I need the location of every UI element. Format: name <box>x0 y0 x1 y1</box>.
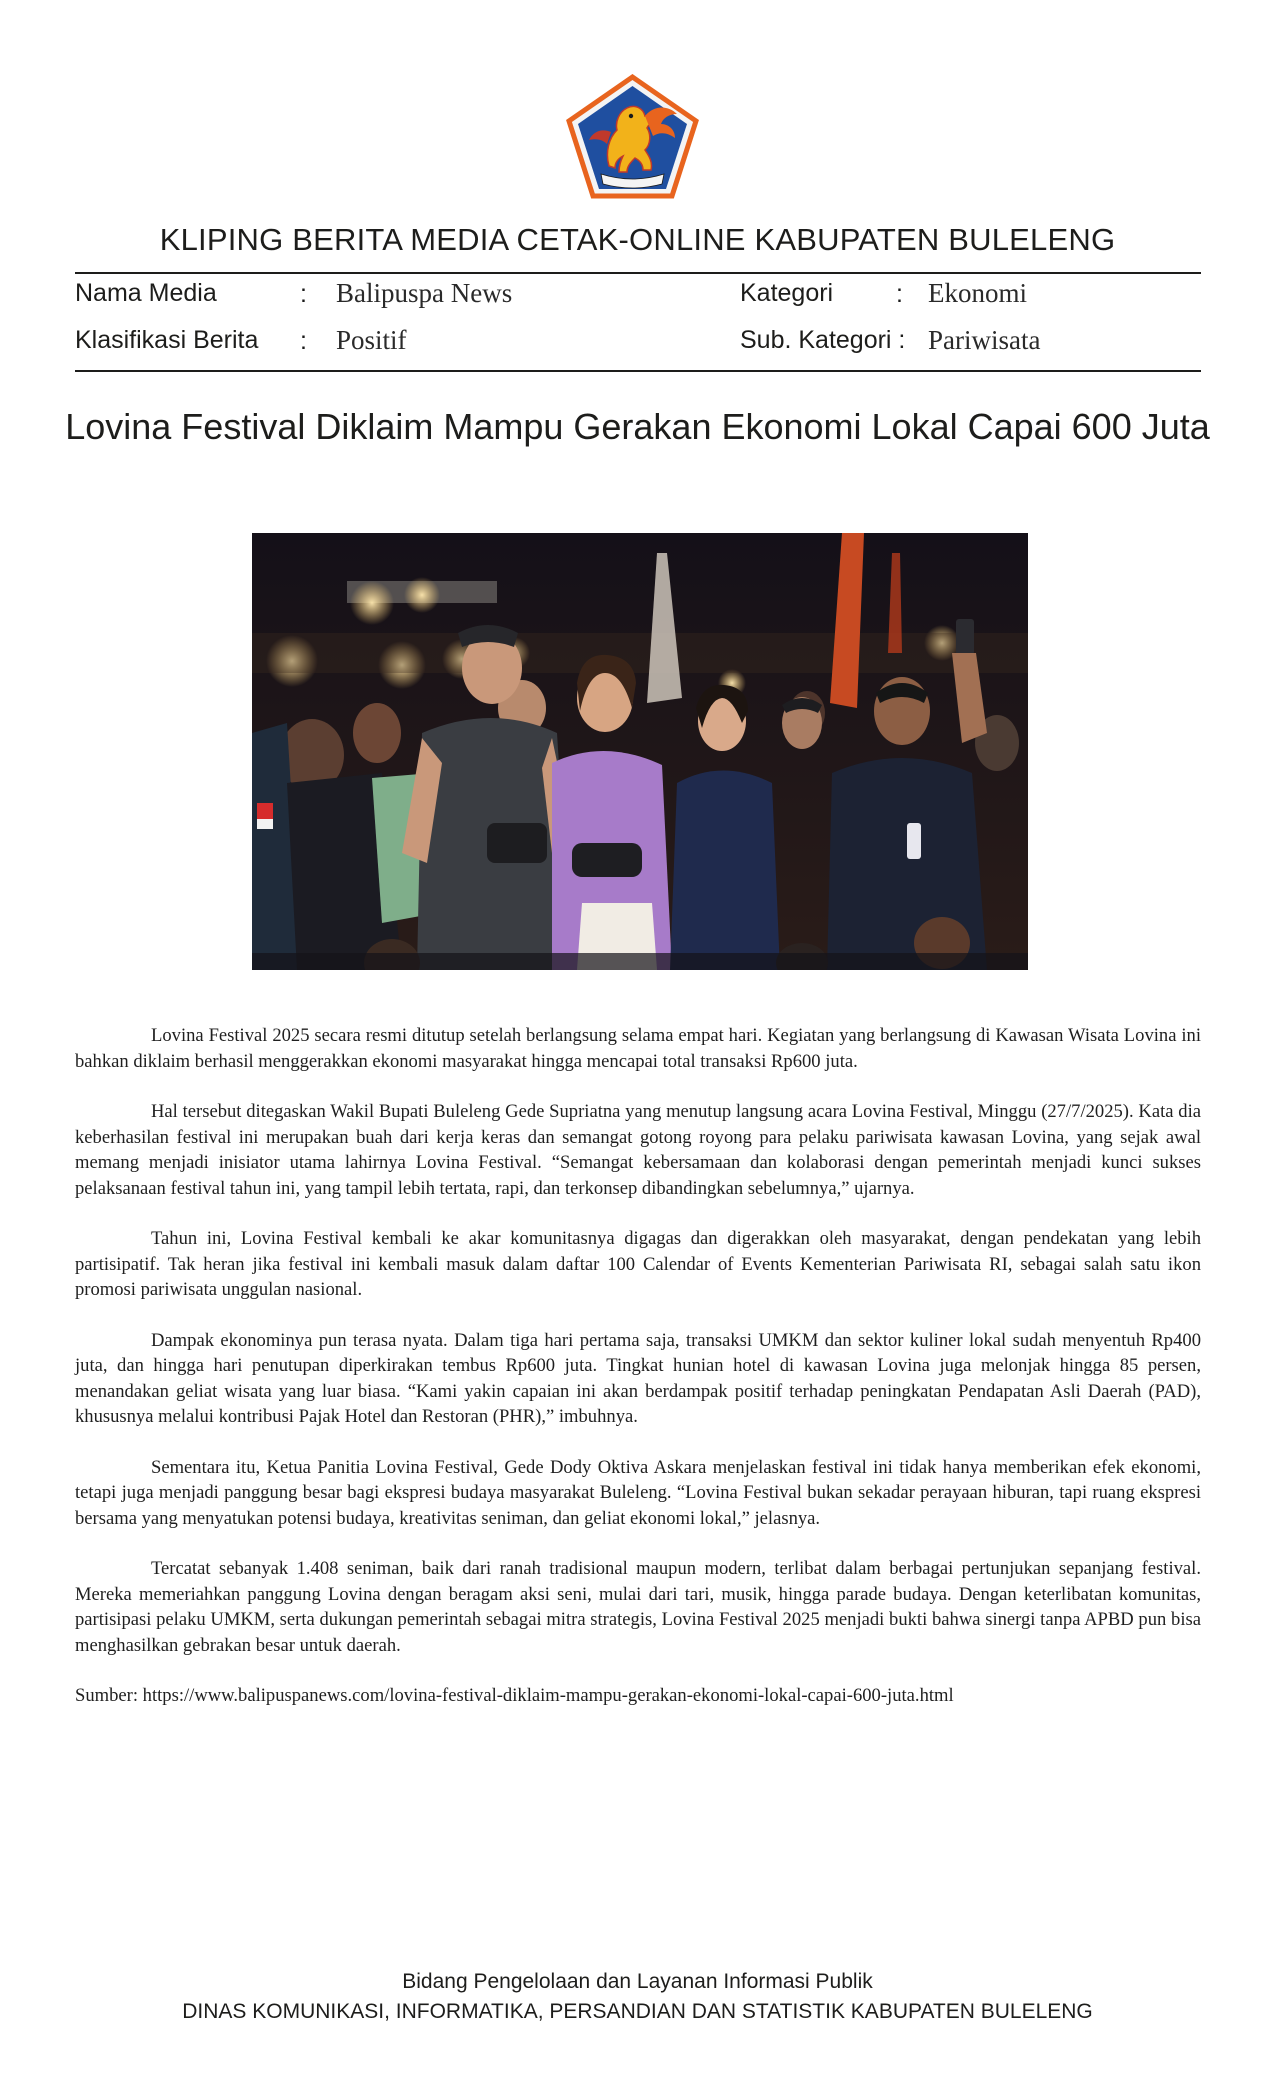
kategori-label: Kategori <box>740 279 834 307</box>
klasifikasi-colon: : <box>300 327 307 355</box>
article-paragraph: Dampak ekonominya pun terasa nyata. Dalam tiga hari pertama saja, transaksi UMKM dan sektor kuliner lokal sudah menyentuh Rp400 juta, dan hingga hari penutupan diperkirakan tembus Rp600 juta. Tingkat hunian hotel di kawasan Lovina juga melonjak hingga 85 persen, menandakan geliat wisata yang luar biasa. “Kami yakin capaian ini akan berdampak positif terhadap peningkatan Pendapatan Asli Daerah (PAD), khususnya melalui kontribusi Pajak Hotel dan Restoran (PHR),” imbuhnya. <box>75 1329 1201 1427</box>
article-photo <box>252 533 1028 970</box>
klasifikasi-label: Klasifikasi Berita <box>75 326 259 354</box>
article-paragraph: Hal tersebut ditegaskan Wakil Bupati Buleleng Gede Supriatna yang menutup langsung acara Lovina Festival, Minggu (27/7/2025). Kata dia keberhasilan festival ini merupakan buah dari kerja keras dan semangat gotong royong para pelaku pariwisata kawasan Lovina, yang sejak awal memang menjadi inisiator utama lahirnya Lovina Festival. “Semangat kebersamaan dan kolaborasi dengan pemerintah menjadi kunci sukses pelaksanaan festival tahun ini, yang tampil lebih tertata, rapi, dan terkonsep dibandingkan sebelumnya,” ujarnya. <box>75 1101 1201 1199</box>
sub-kategori-label: Sub. Kategori : <box>740 326 906 354</box>
article-paragraph: Lovina Festival 2025 secara resmi ditutup setelah berlangsung selama empat hari. Kegiatan yang berlangsung di Kawasan Wisata Lovina ini bahkan diklaim berhasil menggerakkan ekonomi masyarakat hingga mencapai total transaksi Rp600 juta. <box>75 1025 1201 1072</box>
media-value: Balipuspa News <box>336 278 513 308</box>
klasifikasi-value: Positif <box>336 325 407 355</box>
document-title: KLIPING BERITA MEDIA CETAK-ONLINE KABUPATEN BULELENG <box>159 222 1116 257</box>
article-headline: Lovina Festival Diklaim Mampu Gerakan Ekonomi Lokal Capai 600 Juta <box>65 406 1210 447</box>
divider-top <box>75 272 1201 274</box>
sub-kategori-value: Pariwisata <box>928 325 1041 355</box>
meta-media <box>75 279 217 308</box>
kategori-colon: : <box>896 280 903 308</box>
article-paragraph: Sementara itu, Ketua Panitia Lovina Festival, Gede Dody Oktiva Askara menjelaskan festival ini tidak hanya memberikan efek ekonomi, tetapi juga menjadi panggung besar bagi ekspresi budaya masyarakat Buleleng. “Lovina Festival bukan sekadar perayaan hiburan, tapi ruang ekspresi bersama yang menyatukan potensi budaya, kreativitas seniman, dan geliat ekonomi lokal,” jelasnya. <box>75 1456 1201 1529</box>
media-label: Nama Media <box>75 279 217 307</box>
footer <box>0 1967 1275 2027</box>
footer-division: Bidang Pengelolaan dan Layanan Informasi Publik <box>402 1970 873 1993</box>
article-body <box>75 1023 1201 1709</box>
divider-bottom <box>75 370 1201 372</box>
article-paragraph: Tercatat sebanyak 1.408 seniman, baik dari ranah tradisional maupun modern, terlibat dalam berbagai pertunjukan sepanjang festival. Mereka memeriahkan panggung Lovina dengan beragam aksi seni, mulai dari tari, musik, hingga parade budaya. Dengan keterlibatan komunitas, partisipasi pelaku UMKM, serta dukungan pemerintah sebagai mitra strategis, Lovina Festival 2025 menjadi bukti bahwa sinergi tanpa APBD pun bisa menghasilkan gebrakan besar untuk daerah. <box>75 1558 1201 1656</box>
kategori-value: Ekonomi <box>928 278 1027 308</box>
media-colon: : <box>300 280 307 308</box>
source-line: Sumber: https://www.balipuspanews.com/lovina-festival-diklaim-mampu-gerakan-ekonomi-lokal-capai-600-juta.html <box>75 1685 954 1706</box>
article-paragraph: Tahun ini, Lovina Festival kembali ke akar komunitasnya digagas dan digerakkan oleh masyarakat, dengan pendekatan yang lebih partisipatif. Tak heran jika festival ini kembali masuk dalam daftar 100 Calendar of Events Kementerian Pariwisata RI, sebagai salah satu ikon promosi pariwisata unggulan nasional. <box>75 1228 1201 1300</box>
footer-agency: DINAS KOMUNIKASI, INFORMATIKA, PERSANDIAN DAN STATISTIK KABUPATEN BULELENG <box>182 2000 1093 2023</box>
singa-ambara-raja-logo <box>565 74 700 200</box>
